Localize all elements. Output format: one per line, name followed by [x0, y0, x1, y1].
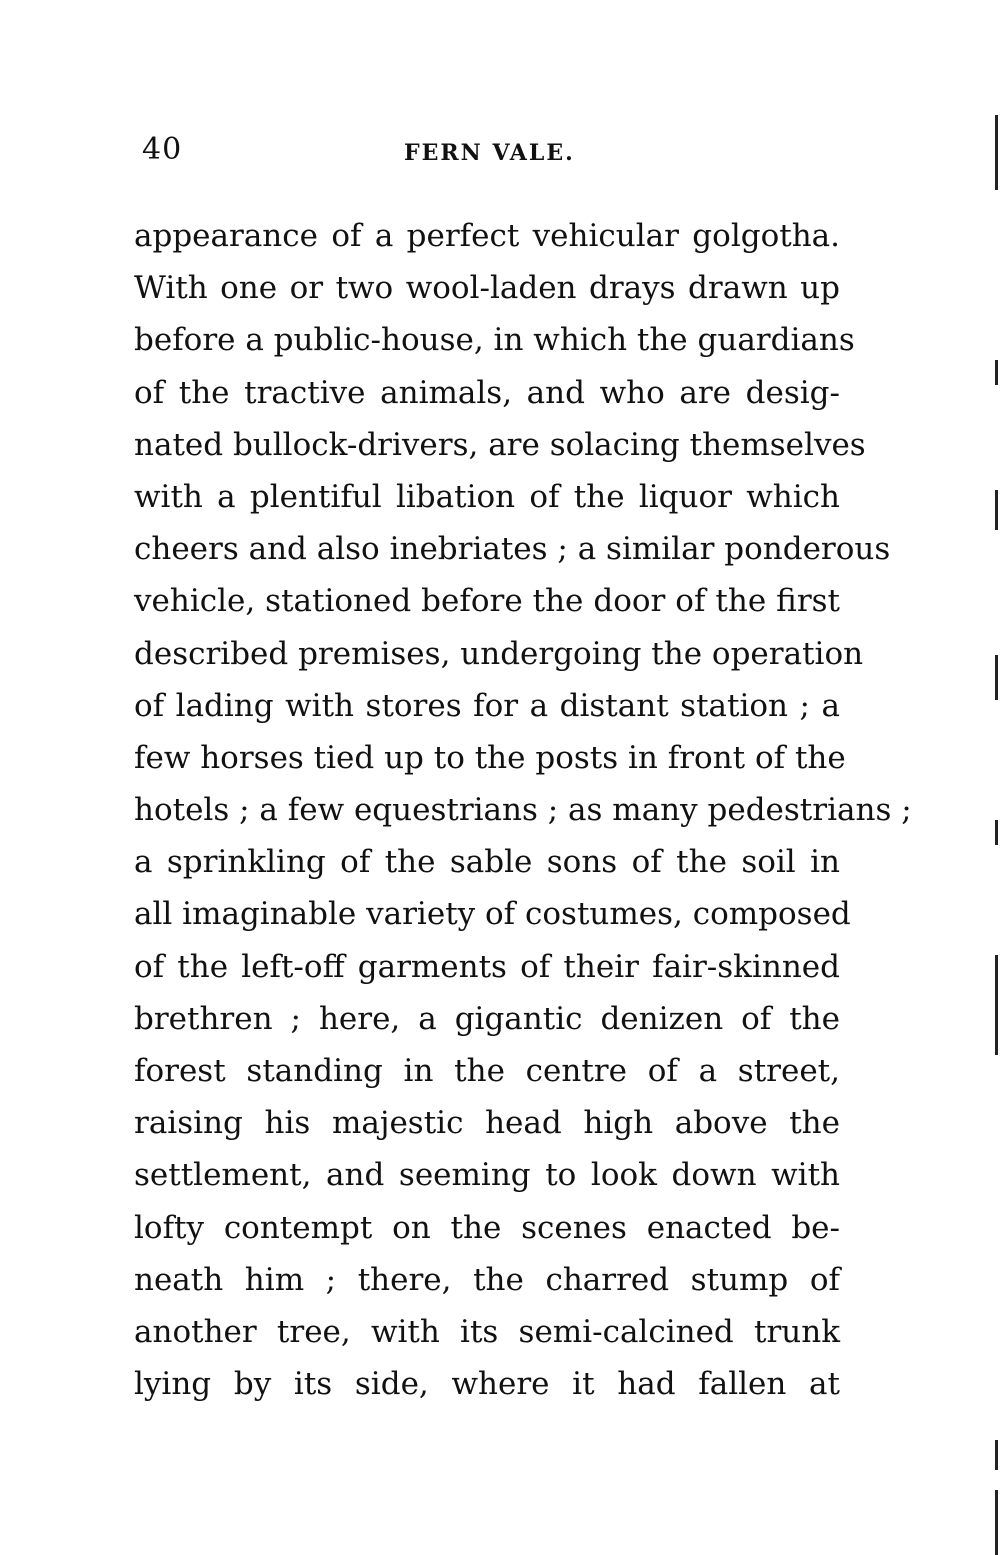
- scan-edge-marks: [988, 0, 1000, 1555]
- scan-edge-mark: [995, 655, 998, 700]
- scan-edge-mark: [995, 1440, 998, 1470]
- text-line: of the tractive animals, and who are desig-: [134, 374, 840, 411]
- text-line: all imaginable variety of costumes, composed: [134, 896, 851, 933]
- text-line: lofty contempt on the scenes enacted be-: [134, 1209, 840, 1246]
- text-line: neath him ; there, the charred stump of: [134, 1261, 840, 1298]
- scan-edge-mark: [995, 490, 998, 530]
- text-line: raising his majestic head high above the: [134, 1105, 840, 1142]
- body-text: [134, 210, 912, 1410]
- text-line: another tree, with its semi-calcined trunk: [134, 1313, 840, 1350]
- text-line: With one or two wool-laden drays drawn up: [134, 270, 840, 307]
- text-line: forest standing in the centre of a street,: [134, 1053, 840, 1089]
- running-title: FERN VALE.: [404, 140, 575, 166]
- scan-edge-mark: [995, 1490, 998, 1555]
- text-line: of the left-off garments of their fair-skinned: [134, 948, 840, 985]
- text-line: with a plentiful libation of the liquor which: [134, 478, 840, 515]
- text-line: lying by its side, where it had fallen at: [134, 1366, 840, 1403]
- text-line: hotels ; a few equestrians ; as many pedestrians ;: [134, 792, 912, 829]
- page-number: 40: [142, 132, 183, 167]
- text-line: nated bullock-drivers, are solacing themselves: [134, 426, 866, 463]
- text-line: described premises, undergoing the operation: [134, 635, 864, 672]
- scan-edge-mark: [995, 820, 998, 845]
- scan-edge-mark: [995, 115, 998, 190]
- text-line: few horses tied up to the posts in front of the: [134, 739, 846, 776]
- running-head: [142, 132, 842, 180]
- text-line: before a public-house, in which the guardians: [134, 322, 855, 359]
- scan-edge-mark: [995, 360, 998, 385]
- scan-edge-mark: [995, 955, 998, 1055]
- text-line: cheers and also inebriates ; a similar ponderous: [134, 531, 891, 568]
- text-line: vehicle, stationed before the door of the first: [134, 583, 840, 620]
- text-line: a sprinkling of the sable sons of the soil in: [134, 844, 840, 881]
- text-line: settlement, and seeming to look down with: [134, 1157, 840, 1194]
- text-line: of lading with stores for a distant station ; a: [134, 687, 840, 724]
- text-line: appearance of a perfect vehicular golgotha.: [134, 218, 840, 254]
- text-line: brethren ; here, a gigantic denizen of the: [134, 1000, 840, 1037]
